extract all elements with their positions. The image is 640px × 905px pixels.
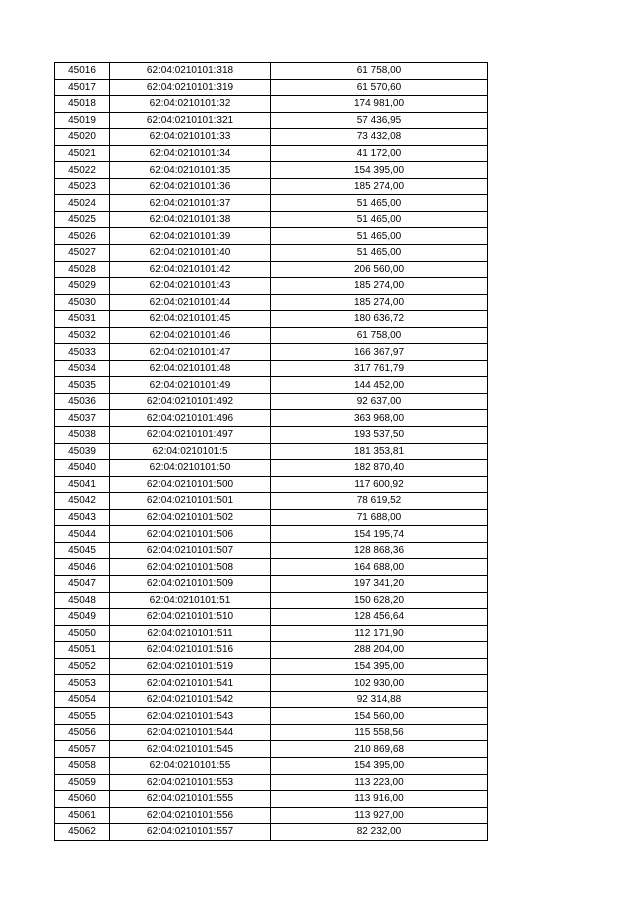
value-cell: 154 395,00 [271, 658, 488, 675]
row-number-cell: 45017 [55, 79, 110, 96]
value-cell: 128 868,36 [271, 542, 488, 559]
value-cell: 210 869,68 [271, 741, 488, 758]
table-row [55, 327, 488, 344]
table-row [55, 807, 488, 824]
row-number-cell: 45042 [55, 493, 110, 510]
cadastral-number-cell: 62:04:0210101:541 [110, 675, 271, 692]
row-number-cell: 45038 [55, 427, 110, 444]
value-cell: 113 927,00 [271, 807, 488, 824]
value-cell: 92 637,00 [271, 393, 488, 410]
cadastral-number-cell: 62:04:0210101:544 [110, 724, 271, 741]
row-number-cell: 45055 [55, 708, 110, 725]
cadastral-number-cell: 62:04:0210101:36 [110, 178, 271, 195]
cadastral-number-cell: 62:04:0210101:545 [110, 741, 271, 758]
cadastral-number-cell: 62:04:0210101:50 [110, 460, 271, 477]
row-number-cell: 45046 [55, 559, 110, 576]
row-number-cell: 45050 [55, 625, 110, 642]
value-cell: 115 558,56 [271, 724, 488, 741]
row-number-cell: 45027 [55, 245, 110, 262]
value-cell: 154 560,00 [271, 708, 488, 725]
table-row [55, 344, 488, 361]
table-row [55, 625, 488, 642]
value-cell: 166 367,97 [271, 344, 488, 361]
table-row [55, 79, 488, 96]
value-cell: 154 395,00 [271, 757, 488, 774]
cadastral-number-cell: 62:04:0210101:42 [110, 261, 271, 278]
cadastral-number-cell: 62:04:0210101:542 [110, 691, 271, 708]
cadastral-number-cell: 62:04:0210101:553 [110, 774, 271, 791]
row-number-cell: 45054 [55, 691, 110, 708]
cadastral-number-cell: 62:04:0210101:49 [110, 377, 271, 394]
value-cell: 288 204,00 [271, 642, 488, 659]
row-number-cell: 45034 [55, 360, 110, 377]
cadastral-number-cell: 62:04:0210101:500 [110, 476, 271, 493]
row-number-cell: 45057 [55, 741, 110, 758]
cadastral-number-cell: 62:04:0210101:34 [110, 145, 271, 162]
value-cell: 144 452,00 [271, 377, 488, 394]
value-cell: 185 274,00 [271, 294, 488, 311]
row-number-cell: 45016 [55, 63, 110, 80]
row-number-cell: 45053 [55, 675, 110, 692]
cadastral-number-cell: 62:04:0210101:48 [110, 360, 271, 377]
table-row [55, 691, 488, 708]
table-row [55, 261, 488, 278]
value-cell: 92 314,88 [271, 691, 488, 708]
table-row [55, 278, 488, 295]
cadastral-number-cell: 62:04:0210101:38 [110, 211, 271, 228]
row-number-cell: 45020 [55, 129, 110, 146]
cadastral-number-cell: 62:04:0210101:501 [110, 493, 271, 510]
table-row [55, 145, 488, 162]
row-number-cell: 45040 [55, 460, 110, 477]
table-row [55, 410, 488, 427]
cadastral-number-cell: 62:04:0210101:556 [110, 807, 271, 824]
row-number-cell: 45030 [55, 294, 110, 311]
row-number-cell: 45041 [55, 476, 110, 493]
value-cell: 180 636,72 [271, 311, 488, 328]
cadastral-number-cell: 62:04:0210101:39 [110, 228, 271, 245]
value-cell: 61 570,60 [271, 79, 488, 96]
cadastral-number-cell: 62:04:0210101:509 [110, 575, 271, 592]
row-number-cell: 45049 [55, 609, 110, 626]
table-row [55, 360, 488, 377]
table-row [55, 112, 488, 129]
cadastral-number-cell: 62:04:0210101:557 [110, 824, 271, 841]
cadastral-number-cell: 62:04:0210101:319 [110, 79, 271, 96]
value-cell: 51 465,00 [271, 228, 488, 245]
row-number-cell: 45047 [55, 575, 110, 592]
value-cell: 113 223,00 [271, 774, 488, 791]
row-number-cell: 45045 [55, 542, 110, 559]
table-row [55, 509, 488, 526]
cadastral-number-cell: 62:04:0210101:497 [110, 427, 271, 444]
row-number-cell: 45018 [55, 96, 110, 113]
table-row [55, 211, 488, 228]
row-number-cell: 45044 [55, 526, 110, 543]
row-number-cell: 45022 [55, 162, 110, 179]
cadastral-number-cell: 62:04:0210101:55 [110, 757, 271, 774]
value-cell: 78 619,52 [271, 493, 488, 510]
cadastral-number-cell: 62:04:0210101:543 [110, 708, 271, 725]
row-number-cell: 45024 [55, 195, 110, 212]
cadastral-number-cell: 62:04:0210101:511 [110, 625, 271, 642]
row-number-cell: 45062 [55, 824, 110, 841]
value-cell: 197 341,20 [271, 575, 488, 592]
cadastral-number-cell: 62:04:0210101:47 [110, 344, 271, 361]
cadastral-number-cell: 62:04:0210101:44 [110, 294, 271, 311]
table-row [55, 559, 488, 576]
row-number-cell: 45033 [55, 344, 110, 361]
table-row [55, 741, 488, 758]
table-row [55, 824, 488, 841]
value-cell: 61 758,00 [271, 327, 488, 344]
value-cell: 182 870,40 [271, 460, 488, 477]
table-row [55, 493, 488, 510]
table-row [55, 791, 488, 808]
table-row [55, 460, 488, 477]
table-row [55, 63, 488, 80]
value-cell: 193 537,50 [271, 427, 488, 444]
value-cell: 185 274,00 [271, 178, 488, 195]
cadastral-number-cell: 62:04:0210101:496 [110, 410, 271, 427]
cadastral-number-cell: 62:04:0210101:502 [110, 509, 271, 526]
value-cell: 206 560,00 [271, 261, 488, 278]
cadastral-number-cell: 62:04:0210101:318 [110, 63, 271, 80]
value-cell: 154 395,00 [271, 162, 488, 179]
cadastral-number-cell: 62:04:0210101:516 [110, 642, 271, 659]
table-row [55, 575, 488, 592]
table-row [55, 195, 488, 212]
value-cell: 61 758,00 [271, 63, 488, 80]
row-number-cell: 45031 [55, 311, 110, 328]
row-number-cell: 45019 [55, 112, 110, 129]
cadastral-number-cell: 62:04:0210101:46 [110, 327, 271, 344]
value-cell: 154 195,74 [271, 526, 488, 543]
row-number-cell: 45026 [55, 228, 110, 245]
table-body [55, 63, 488, 841]
row-number-cell: 45060 [55, 791, 110, 808]
table-row [55, 443, 488, 460]
table-row [55, 162, 488, 179]
table-row [55, 178, 488, 195]
table-row [55, 658, 488, 675]
cadastral-number-cell: 62:04:0210101:519 [110, 658, 271, 675]
value-cell: 51 465,00 [271, 211, 488, 228]
value-cell: 71 688,00 [271, 509, 488, 526]
cadastral-number-cell: 62:04:0210101:32 [110, 96, 271, 113]
table-row [55, 675, 488, 692]
row-number-cell: 45036 [55, 393, 110, 410]
cadastral-number-cell: 62:04:0210101:5 [110, 443, 271, 460]
row-number-cell: 45052 [55, 658, 110, 675]
row-number-cell: 45025 [55, 211, 110, 228]
cadastral-number-cell: 62:04:0210101:555 [110, 791, 271, 808]
row-number-cell: 45023 [55, 178, 110, 195]
table-row [55, 393, 488, 410]
value-cell: 128 456,64 [271, 609, 488, 626]
table-row [55, 757, 488, 774]
table-row [55, 245, 488, 262]
row-number-cell: 45058 [55, 757, 110, 774]
value-cell: 363 968,00 [271, 410, 488, 427]
table-row [55, 294, 488, 311]
cadastral-number-cell: 62:04:0210101:507 [110, 542, 271, 559]
row-number-cell: 45048 [55, 592, 110, 609]
table-row [55, 96, 488, 113]
cadastral-number-cell: 62:04:0210101:321 [110, 112, 271, 129]
table-row [55, 542, 488, 559]
cadastral-number-cell: 62:04:0210101:40 [110, 245, 271, 262]
value-cell: 41 172,00 [271, 145, 488, 162]
cadastral-number-cell: 62:04:0210101:510 [110, 609, 271, 626]
table-row [55, 724, 488, 741]
row-number-cell: 45029 [55, 278, 110, 295]
value-cell: 164 688,00 [271, 559, 488, 576]
value-cell: 73 432,08 [271, 129, 488, 146]
value-cell: 185 274,00 [271, 278, 488, 295]
cadastral-number-cell: 62:04:0210101:492 [110, 393, 271, 410]
table-row [55, 609, 488, 626]
table-row [55, 129, 488, 146]
cadastral-number-cell: 62:04:0210101:508 [110, 559, 271, 576]
table-row [55, 311, 488, 328]
value-cell: 174 981,00 [271, 96, 488, 113]
row-number-cell: 45039 [55, 443, 110, 460]
row-number-cell: 45021 [55, 145, 110, 162]
cadastral-number-cell: 62:04:0210101:35 [110, 162, 271, 179]
value-cell: 112 171,90 [271, 625, 488, 642]
value-cell: 57 436,95 [271, 112, 488, 129]
value-cell: 51 465,00 [271, 195, 488, 212]
value-cell: 181 353,81 [271, 443, 488, 460]
cadastral-number-cell: 62:04:0210101:33 [110, 129, 271, 146]
cadastral-number-cell: 62:04:0210101:37 [110, 195, 271, 212]
data-table [54, 62, 488, 841]
row-number-cell: 45032 [55, 327, 110, 344]
value-cell: 113 916,00 [271, 791, 488, 808]
table-row [55, 642, 488, 659]
row-number-cell: 45035 [55, 377, 110, 394]
row-number-cell: 45056 [55, 724, 110, 741]
row-number-cell: 45061 [55, 807, 110, 824]
value-cell: 317 761,79 [271, 360, 488, 377]
table-row [55, 708, 488, 725]
table-row [55, 476, 488, 493]
table-row [55, 427, 488, 444]
row-number-cell: 45043 [55, 509, 110, 526]
cadastral-number-cell: 62:04:0210101:45 [110, 311, 271, 328]
row-number-cell: 45051 [55, 642, 110, 659]
table-row [55, 377, 488, 394]
value-cell: 82 232,00 [271, 824, 488, 841]
table-row [55, 526, 488, 543]
row-number-cell: 45028 [55, 261, 110, 278]
table-row [55, 592, 488, 609]
table-row [55, 228, 488, 245]
cadastral-number-cell: 62:04:0210101:51 [110, 592, 271, 609]
value-cell: 51 465,00 [271, 245, 488, 262]
table-row [55, 774, 488, 791]
value-cell: 117 600,92 [271, 476, 488, 493]
row-number-cell: 45059 [55, 774, 110, 791]
cadastral-number-cell: 62:04:0210101:506 [110, 526, 271, 543]
cadastral-number-cell: 62:04:0210101:43 [110, 278, 271, 295]
value-cell: 102 930,00 [271, 675, 488, 692]
row-number-cell: 45037 [55, 410, 110, 427]
value-cell: 150 628,20 [271, 592, 488, 609]
